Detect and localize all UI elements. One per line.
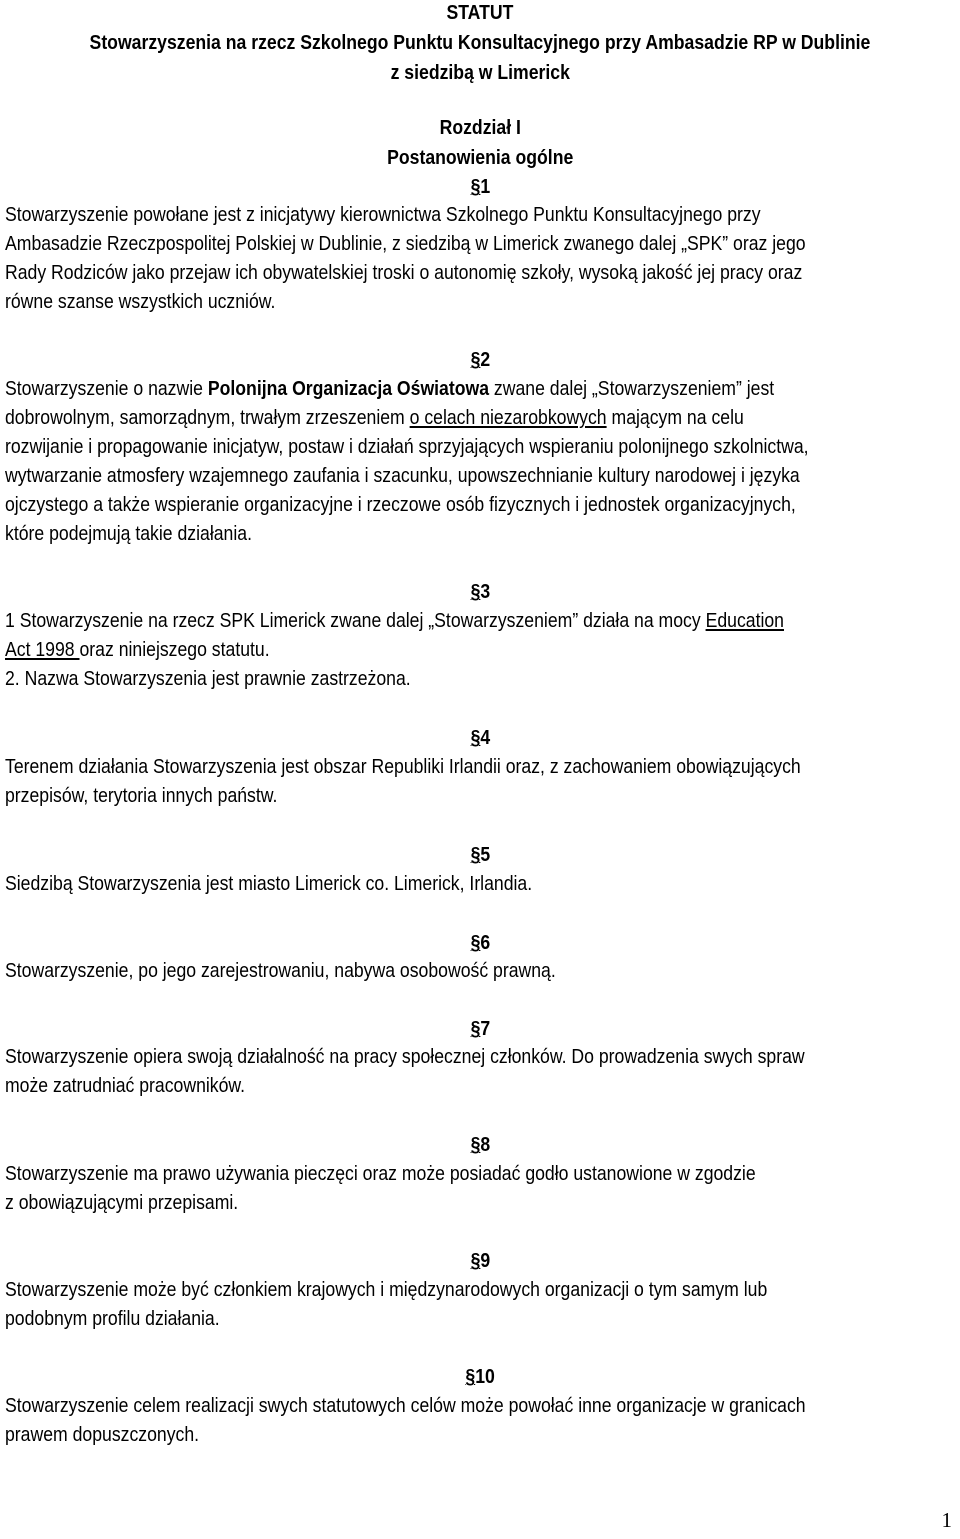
paragraph-line: przepisów, terytoria innych państw. xyxy=(5,784,278,807)
paragraph-line: ojczystego a także wspieranie organizacyjne i rzeczowe osób fizycznych i jednostek organizacyjnych, xyxy=(5,493,796,516)
document-header xyxy=(0,0,960,88)
paragraph-heading-4 xyxy=(0,723,960,752)
paragraph-body-10 xyxy=(5,1391,936,1449)
paragraph-text: Stowarzyszenie o nazwie xyxy=(5,377,208,400)
chapter-name: Rozdział I xyxy=(439,116,521,139)
paragraph-number: 5 xyxy=(480,843,490,866)
document-subtitle-line1: Stowarzyszenia na rzecz Szkolnego Punktu Konsultacyjnego przy Ambasadzie RP w Dublinie xyxy=(89,31,871,54)
paragraph-number: 3 xyxy=(480,580,490,603)
paragraph-heading-7 xyxy=(0,1014,960,1043)
section-symbol: § xyxy=(470,726,480,749)
paragraph-line: Rady Rodziców jako przejaw ich obywatelskiej troski o autonomię szkoły, wysoką jakość jej pracy oraz xyxy=(5,261,803,284)
paragraph-line: Terenem działania Stowarzyszenia jest obszar Republiki Irlandii oraz, z zachowaniem obowiązujących xyxy=(5,755,801,778)
paragraph-text: mającym na celu xyxy=(606,406,744,429)
paragraph-body-6 xyxy=(5,956,645,985)
paragraph-number: 8 xyxy=(480,1133,490,1156)
paragraph-body-1 xyxy=(5,200,936,316)
paragraph-text: zwane dalej „Stowarzyszeniem” jest xyxy=(489,377,775,400)
non-profit-phrase: o celach niezarobkowych xyxy=(409,406,607,429)
paragraph-heading-1 xyxy=(0,172,960,201)
section-symbol: § xyxy=(470,1133,480,1156)
paragraph-body-8 xyxy=(5,1159,878,1217)
paragraph-number: 4 xyxy=(480,726,490,749)
paragraph-body-7 xyxy=(5,1042,935,1100)
paragraph-body-5 xyxy=(5,869,618,898)
paragraph-number: 1 xyxy=(480,175,490,198)
paragraph-number: 6 xyxy=(480,931,490,954)
paragraph-line: z obowiązującymi przepisami. xyxy=(5,1191,239,1214)
section-symbol: § xyxy=(470,1017,480,1040)
act-reference: Act 1998 xyxy=(5,638,80,661)
paragraph-heading-6 xyxy=(0,928,960,957)
paragraph-number: 7 xyxy=(480,1017,490,1040)
paragraph-line: prawem dopuszczonych. xyxy=(5,1423,200,1446)
paragraph-line: Siedzibą Stowarzyszenia jest miasto Limerick co. Limerick, Irlandia. xyxy=(5,872,533,895)
chapter-heading xyxy=(0,113,960,173)
paragraph-heading-2 xyxy=(0,345,960,374)
section-symbol: § xyxy=(470,348,480,371)
paragraph-body-2 xyxy=(5,374,939,548)
page-number: 1 xyxy=(941,1508,952,1532)
document-title: STATUT xyxy=(446,1,514,24)
organization-name: Polonijna Organizacja Oświatowa xyxy=(207,377,490,400)
paragraph-text: dobrowolnym, samorządnym, trwałym zrzeszeniem xyxy=(5,406,410,429)
paragraph-body-3 xyxy=(5,606,911,693)
paragraph-line: Stowarzyszenie ma prawo używania pieczęci oraz może posiadać godło ustanowione w zgodzie xyxy=(5,1162,756,1185)
section-symbol: § xyxy=(470,1249,480,1272)
paragraph-heading-5 xyxy=(0,840,960,869)
paragraph-line: które podejmują takie działania. xyxy=(5,522,252,545)
paragraph-body-9 xyxy=(5,1275,891,1333)
paragraph-heading-3 xyxy=(0,577,960,606)
paragraph-heading-10 xyxy=(0,1362,960,1391)
section-symbol: § xyxy=(470,175,480,198)
act-reference: Education xyxy=(705,609,784,632)
paragraph-line: Stowarzyszenie celem realizacji swych statutowych celów może powołać inne organizacje w granicach xyxy=(5,1394,806,1417)
section-symbol: § xyxy=(470,843,480,866)
paragraph-number: 9 xyxy=(480,1249,490,1272)
paragraph-number: 2 xyxy=(480,348,490,371)
paragraph-number: 10 xyxy=(475,1365,495,1388)
paragraph-line: Stowarzyszenie może być członkiem krajowych i międzynarodowych organizacji o tym samym lub xyxy=(5,1278,768,1301)
section-symbol: § xyxy=(465,1365,476,1388)
paragraph-line: Stowarzyszenie powołane jest z inicjatywy kierownictwa Szkolnego Punktu Konsultacyjnego przy xyxy=(5,203,761,226)
paragraph-line: Ambasadzie Rzeczpospolitej Polskiej w Dublinie, z siedzibą w Limerick zwanego dalej „SPK” oraz jego xyxy=(5,232,806,255)
section-symbol: § xyxy=(470,931,480,954)
paragraph-heading-8 xyxy=(0,1130,960,1159)
paragraph-line: wytwarzanie atmosfery wzajemnego zaufania i szacunku, upowszechnianie kultury narodowej i języka xyxy=(5,464,800,487)
paragraph-text: 1 Stowarzyszenie na rzecz SPK Limerick zwane dalej „Stowarzyszeniem” działa na mocy xyxy=(5,609,706,632)
section-symbol: § xyxy=(470,580,480,603)
paragraph-line: równe szanse wszystkich uczniów. xyxy=(5,290,276,313)
paragraph-text: oraz niniejszego statutu. xyxy=(79,638,270,661)
paragraph-line: Stowarzyszenie opiera swoją działalność na pracy społecznej członków. Do prowadzenia swych spraw xyxy=(5,1045,805,1068)
paragraph-line: Stowarzyszenie, po jego zarejestrowaniu, nabywa osobowość prawną. xyxy=(5,959,556,982)
chapter-title: Postanowienia ogólne xyxy=(386,146,574,169)
document-subtitle-line2: z siedzibą w Limerick xyxy=(390,61,570,84)
paragraph-line: 2. Nazwa Stowarzyszenia jest prawnie zastrzeżona. xyxy=(5,667,411,690)
paragraph-body-4 xyxy=(5,752,930,810)
paragraph-line: podobnym profilu działania. xyxy=(5,1307,220,1330)
paragraph-line: rozwijanie i propagowanie inicjatyw, postaw i działań sprzyjających wspieraniu polonijnego szkolnictwa, xyxy=(5,435,809,458)
paragraph-line: może zatrudniać pracowników. xyxy=(5,1074,246,1097)
paragraph-heading-9 xyxy=(0,1246,960,1275)
